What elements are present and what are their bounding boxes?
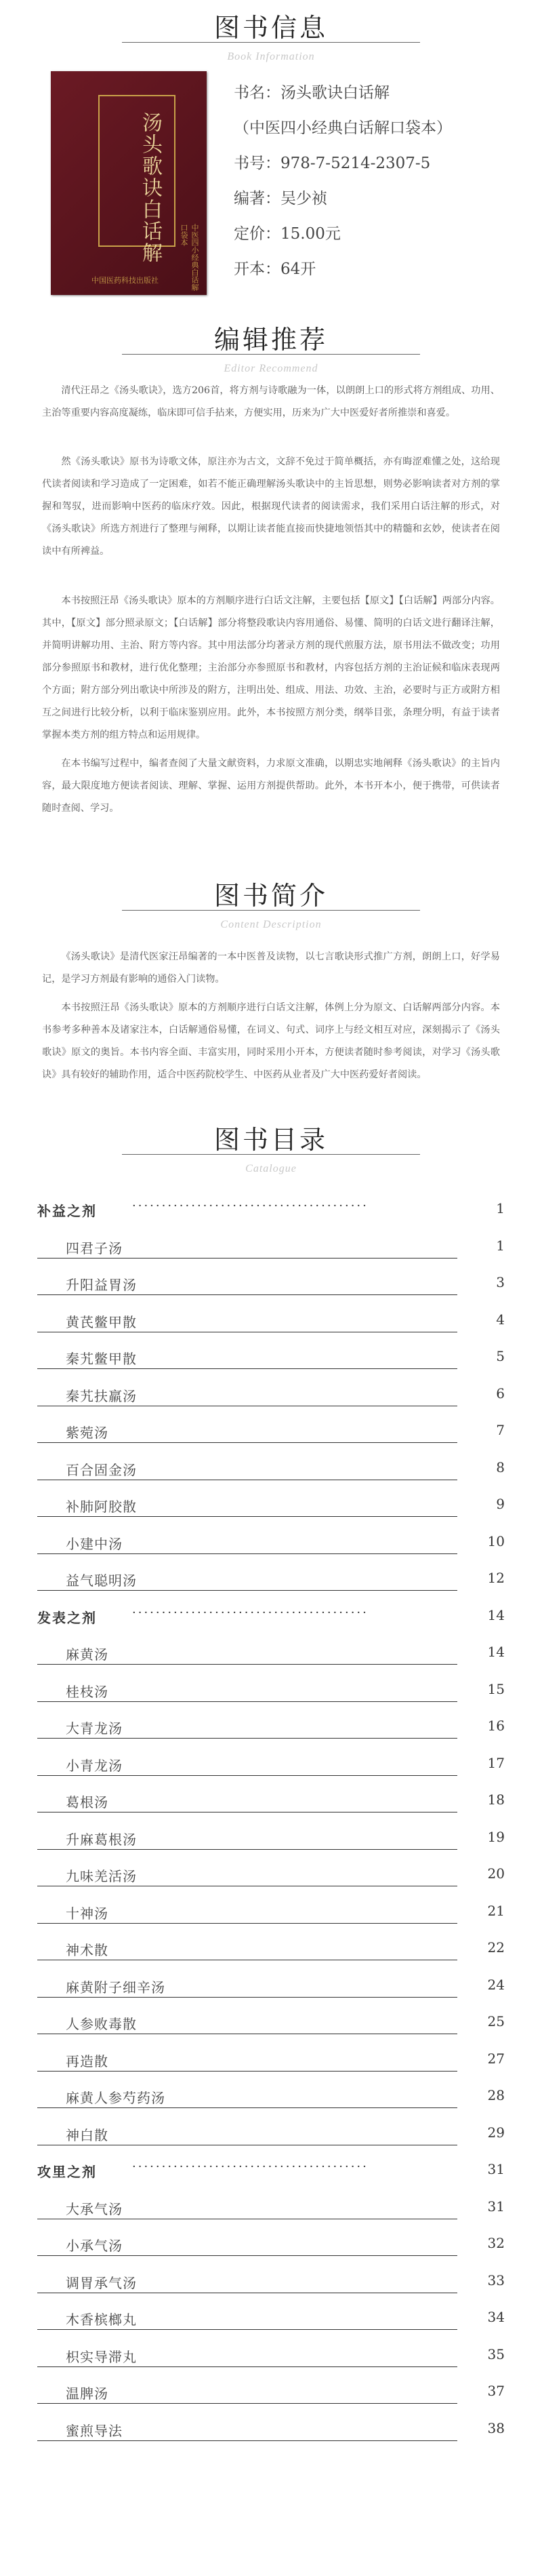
toc-entry-title: 攻里之剂 [37,2161,97,2181]
toc-title: 图书目录 [213,1125,328,1155]
toc-entry-page: 3 [496,1274,505,1290]
toc-entry [37,1489,505,1526]
recommend-paragraph-4: 在本书编写过程中，编者查阅了大量文献资料，力求原文准确，以期忠实地阐释《汤头歌诀》的主旨内容，最大限度地方便读者阅读、理解、掌握、运用方剂提供帮助。此外，本书开本小，便于携带，可供读者随时查阅、学习。 [42,758,500,814]
toc-entry-page: 17 [487,1754,505,1771]
toc-entry [37,1267,505,1304]
toc-entry [37,1415,505,1452]
toc-entry [37,1563,505,1600]
recommend-title: 编辑推荐 [213,325,328,355]
recommend-paragraph-2: 然《汤头歌诀》原书为诗歌文体，原注亦为古文，文辞不免过于简单概括，亦有晦涩难懂之处，这给现代读者阅读和学习造成了一定困难，如若不能正确理解汤头歌诀中的主旨思想，则势必影响读者对方剂的掌握和驾驭，进而影响中医药的临床疗效。因此，根据现代读者的阅读需求，我们采用白话注解的形式，对《汤头歌诀》所选方剂进行了整理与阐释，以期让读者能直接而快捷地领悟其中的精髓和玄妙，使读者在阅读中有所裨益。 [42,456,500,557]
toc-entry [37,2265,505,2302]
toc-underline [37,2107,457,2108]
toc-entry-title: 神术散 [66,1939,108,1959]
toc-entry [37,2118,505,2154]
toc-entry-title: 蜜煎导法 [66,2420,123,2440]
intro-paragraph-1: 《汤头歌诀》是清代医家汪昂编著的一本中医普及读物，以七言歌诀形式推广方剂，朗朗上口，好学易记，是学习方剂最有影响的通俗入门读物。 [42,951,500,985]
book-field-isbn: 书号：978-7-5214-2307-5 [234,155,431,172]
toc-entry-page: 14 [487,1606,505,1623]
toc-entry [37,1822,505,1859]
intro-title: 图书简介 [213,881,328,911]
toc-entry-page: 37 [487,2383,505,2399]
book-info-title: 图书信息 [213,13,328,43]
toc-entry-page: 9 [496,1496,505,1512]
toc-chapter [37,1193,505,1230]
toc-entry-title: 四君子汤 [66,1237,123,1257]
toc-entry-title: 升阳益胃汤 [66,1274,137,1294]
toc-entry-page: 38 [487,2419,505,2436]
toc-entry-title: 枳实导滞丸 [66,2346,137,2366]
toc-entry-title: 百合固金汤 [66,1459,137,1479]
toc-underline [37,1258,457,1259]
toc-underline [37,2071,457,2072]
cover-title: 汤头歌诀白话解 [138,112,162,264]
cover-spine-text: 中医四小经典白话解口袋本 [180,224,199,291]
toc-entry-title: 再造散 [66,2050,108,2070]
toc-entry-page: 1 [496,1200,505,1216]
toc-entry-title: 温脾汤 [66,2383,108,2402]
toc-underline [37,1849,457,1850]
toc-entry-title: 麻黄附子细辛汤 [66,1977,165,1996]
toc-entry-page: 29 [487,2124,505,2141]
recommend-subtitle: Editor Recommend [224,363,318,374]
toc-entry [37,1785,505,1821]
toc-entry-page: 31 [487,2161,505,2177]
toc-entry-page: 34 [487,2309,505,2325]
toc-entry-title: 调胃承气汤 [66,2272,137,2292]
toc-entry [37,1305,505,1341]
toc-entry [37,2339,505,2376]
divider [122,42,420,43]
toc-entry-page: 6 [496,1385,505,1402]
toc-subtitle: Catalogue [245,1163,297,1174]
toc-entry-page: 20 [487,1865,505,1882]
toc-entry-page: 32 [487,2235,505,2251]
toc-entry-page: 10 [487,1532,505,1549]
toc-entry-page: 33 [487,2272,505,2288]
toc-entry-page: 12 [487,1570,505,1586]
book-field-author: 编著：吴少祯 [234,190,327,207]
intro-paragraph-2: 本书按照汪昂《汤头歌诀》原本的方剂顺序进行白话文注解，体例上分为原文、白话解两部分内容。本书参考多种善本及诸家注本，白话解通俗易懂，在词义、句式、词序上与经文相互对应，深刻揭示了《汤头歌诀》原文的奥旨。本书内容全面、丰富实用，同时采用小开本，方便读者随时参考阅读，对学习《汤头歌诀》具有较好的辅助作用，适合中医药院校学生、中医药从业者及广大中医药爱好者阅读。 [42,1002,500,1080]
toc-entry [37,1379,505,1415]
toc-entry [37,2376,505,2413]
toc-entry-page: 4 [496,1311,505,1328]
book-info-header [0,7,542,61]
toc-entry-title: 秦艽扶羸汤 [66,1385,137,1405]
toc-entry-title: 补益之剂 [37,1200,97,1220]
toc-entry [37,1637,505,1673]
toc-entry [37,1341,505,1378]
toc-entry-page: 28 [487,2087,505,2103]
toc-entry-page: 22 [487,1939,505,1956]
toc-entry-page: 24 [487,1976,505,1993]
toc-entry-title: 人参败毒散 [66,2013,137,2033]
toc-entry-page: 27 [487,2050,505,2067]
toc-dot-leader: ········································ [132,2160,369,2174]
recommend-header [0,319,542,373]
toc-entry [37,2192,505,2228]
toc-entry-title: 秦艽鳖甲散 [66,1348,137,1368]
toc-underline [37,1664,457,1665]
toc-entry-title: 大承气汤 [66,2198,123,2218]
toc-underline [37,1923,457,1924]
toc-dot-leader: ········································ [132,1605,369,1620]
cover-publisher: 中国医药科技出版社 [91,276,159,285]
book-cover-image [51,71,207,295]
toc-entry-title: 升麻葛根汤 [66,1829,137,1848]
toc-entry-page: 25 [487,2013,505,2029]
divider [122,910,420,911]
toc-entry-title: 小建中汤 [66,1533,123,1553]
book-info-subtitle: Book Information [227,51,315,62]
toc-entry [37,1748,505,1785]
recommend-paragraph-1: 清代汪昂之《汤头歌诀》，选方206首，将方剂与诗歌融为一体，以朗朗上口的形式将方剂组成、功用、主治等重要内容高度凝练，临床即可信手拈来，方便实用，历来为广大中医爱好者所推崇和喜爱。 [42,385,500,418]
toc-entry-page: 8 [496,1459,505,1475]
intro-header [0,875,542,929]
toc-underline [37,2440,457,2441]
toc-entry-title: 神白散 [66,2124,108,2144]
toc-chapter [37,1600,505,1637]
toc-underline [37,1368,457,1369]
toc-entry [37,1859,505,1895]
recommend-paragraph-3: 本书按照汪昂《汤头歌诀》原本的方剂顺序进行白话文注解，主要包括【原文】【白话解】两部分内容。其中，【原文】部分照录原文；【白话解】部分将整段歌诀内容用通俗、易懂、简明的白话文进行翻译注解，并简明讲解功用、主治、附方等内容。其中用法部分均著录方剂的现代煎服方法，原书用法不做改变；功用部分参照原书和教材，进行优化整理；主治部分亦参照原书和教材，内容包括方剂的主治证候和临床表现两个方面；附方部分列出歌诀中所涉及的附方，注明出处、组成、用法、功效、主治，必要时与正方或附方相互之间进行比较分析，以利于临床鉴别应用。此外，本书按照方剂分类，纲举目张，条理分明，有益于读者掌握本类方剂的组方特点和运用规律。 [42,595,500,740]
toc-entry-page: 31 [487,2198,505,2215]
toc-entry-page: 16 [487,1718,505,1734]
toc-entry [37,1674,505,1711]
book-field-format: 开本：64开 [234,260,316,278]
toc-entry [37,1526,505,1563]
toc-entry-page: 18 [487,1791,505,1808]
toc-entry-title: 补肺阿胶散 [66,1496,137,1515]
toc-entry [37,2413,505,2450]
toc-entry-title: 大青龙汤 [66,1718,123,1737]
toc-entry-title: 葛根汤 [66,1791,108,1811]
toc-entry-title: 发表之剂 [37,1607,97,1627]
toc-underline [37,2366,457,2367]
divider [122,1154,420,1155]
toc-entry-title: 九味羌活汤 [66,1865,137,1885]
toc-underline [37,1701,457,1702]
toc-entry-page: 19 [487,1828,505,1845]
toc-entry [37,1231,505,1267]
toc-entry [37,2302,505,2339]
toc-entry-page: 5 [496,1348,505,1364]
toc-entry-title: 小青龙汤 [66,1755,123,1775]
toc-underline [37,2403,457,2404]
toc-entry-title: 十神汤 [66,1903,108,1922]
toc-entry [37,1896,505,1933]
toc-entry [37,1452,505,1489]
toc-entry-page: 7 [496,1422,505,1438]
toc-underline [37,1738,457,1739]
toc-dot-leader: ········································ [132,1199,369,1213]
toc-entry-title: 黄芪鳖甲散 [66,1311,137,1331]
toc-entry-page: 15 [487,1680,505,1697]
toc-entry [37,2044,505,2080]
intro-subtitle: Content Description [220,919,322,930]
toc-entry-page: 14 [487,1644,505,1660]
toc-underline [37,1442,457,1443]
toc-underline [37,2329,457,2330]
toc-header [0,1119,542,1173]
toc-entry-title: 小承气汤 [66,2235,123,2255]
toc-entry [37,2006,505,2043]
toc-underline [37,1775,457,1776]
toc-underline [37,2255,457,2256]
toc-entry-page: 35 [487,2345,505,2362]
toc-underline [37,1997,457,1998]
toc-underline [37,1294,457,1295]
toc-entry [37,2080,505,2117]
toc-entry-title: 木香槟榔丸 [66,2309,137,2329]
book-field-title: 书名：汤头歌诀白话解 [234,84,390,102]
toc-entry [37,2228,505,2265]
toc-underline [37,1516,457,1517]
toc-entry-page: 1 [496,1237,505,1254]
toc-entry-title: 麻黄人参芍药汤 [66,2087,165,2107]
toc-entry-title: 紫菀汤 [66,1422,108,1442]
toc-entry-title: 桂枝汤 [66,1681,108,1701]
toc-entry-title: 益气聪明汤 [66,1570,137,1589]
toc-entry-page: 21 [487,1902,505,1919]
toc-chapter [37,2154,505,2191]
toc-entry [37,1933,505,1969]
divider [122,354,420,355]
toc-underline [37,1553,457,1554]
toc-entry [37,1711,505,1747]
toc-entry-title: 麻黄汤 [66,1644,108,1663]
toc-underline [37,1590,457,1591]
toc-entry [37,1970,505,2006]
book-field-price: 定价：15.00元 [234,225,341,243]
book-field-series: （中医四小经典白话解口袋本） [234,119,452,137]
